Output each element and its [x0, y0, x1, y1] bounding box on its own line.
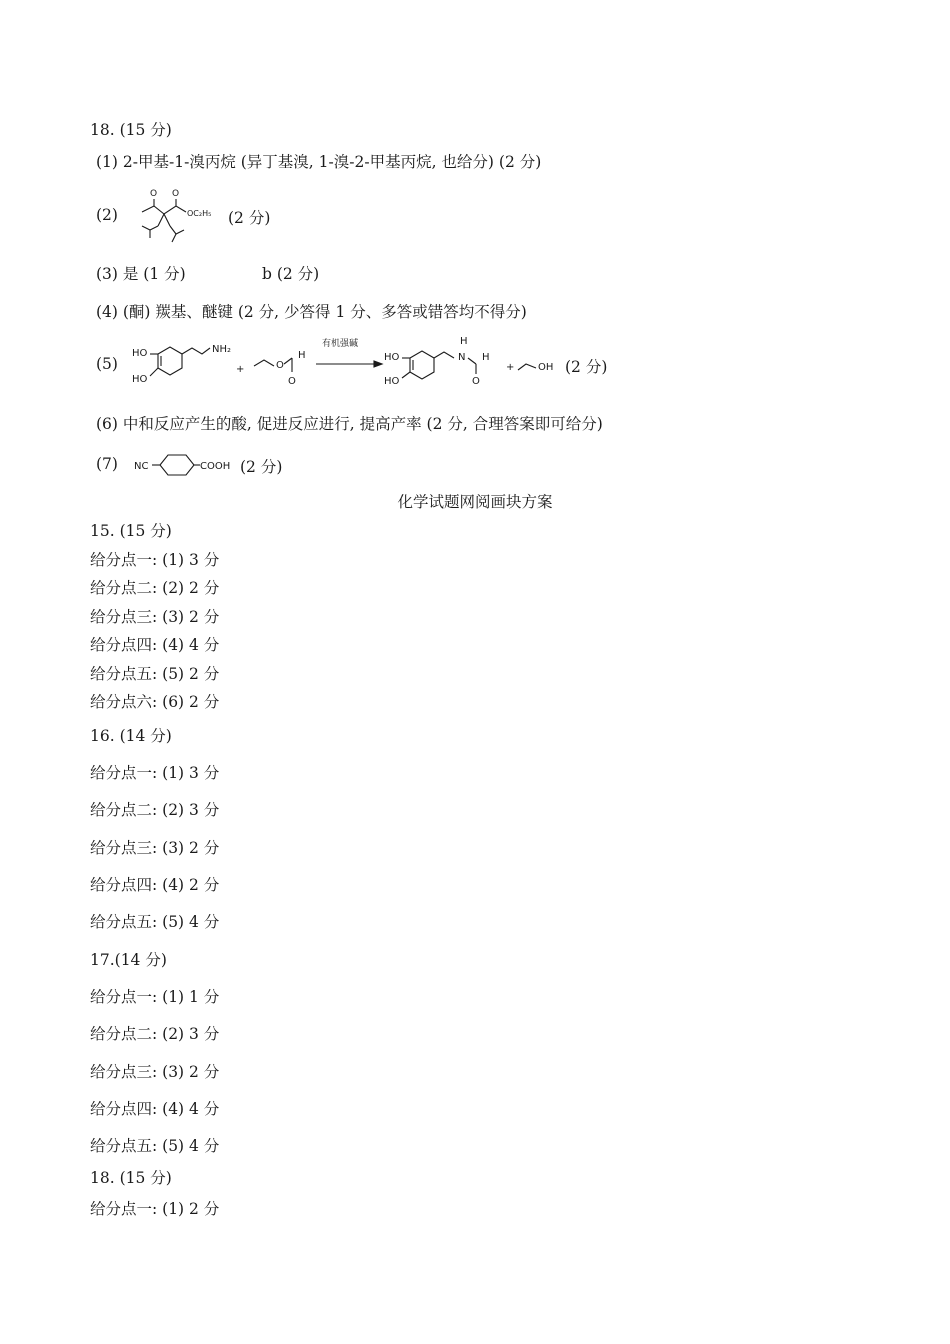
scheme-q15-item: 给分点一: (1) 3 分	[90, 551, 220, 569]
atom-o2: O	[172, 189, 180, 199]
scheme-q17-item: 给分点四: (4) 4 分	[90, 1100, 220, 1118]
formyl-h: H	[298, 350, 306, 361]
structure-2	[128, 186, 218, 244]
answer-1: (1) 2-甲基-1-溴丙烷 (异丁基溴, 1-溴-2-甲基丙烷, 也给分) (2 分)	[96, 153, 542, 171]
scheme-q15-item: 给分点五: (5) 2 分	[90, 665, 220, 683]
answer-5-label: (5)	[96, 355, 118, 373]
scheme-q17-item: 给分点三: (3) 2 分	[90, 1063, 220, 1081]
answer-2-score: (2 分)	[228, 209, 271, 227]
q18-header: 18. (15 分)	[90, 121, 172, 139]
scheme-q17-header: 17.(14 分)	[90, 951, 167, 969]
amide-h: H	[482, 352, 490, 363]
answer-4: (4) (酮) 羰基、醚键 (2 分, 少答得 1 分、多答或错答均不得分)	[96, 303, 527, 321]
answer-3-b: b (2 分)	[262, 265, 320, 283]
scheme-title: 化学试题网阅画块方案	[397, 493, 553, 511]
ho-bottom-product: HO	[384, 376, 400, 387]
reaction-5	[130, 336, 630, 394]
reagent-label: 有机强碱	[322, 339, 359, 349]
scheme-q15-item: 给分点四: (4) 4 分	[90, 636, 220, 654]
benzene-ring-1	[158, 347, 182, 375]
scheme-q16-item: 给分点五: (5) 4 分	[90, 913, 220, 931]
ethanol-oh: OH	[538, 362, 554, 373]
scheme-q16-item: 给分点一: (1) 3 分	[90, 764, 220, 782]
scheme-q15-item: 给分点六: (6) 2 分	[90, 693, 220, 711]
answer-2-label: (2)	[96, 206, 118, 224]
structure-7	[134, 450, 254, 480]
scheme-q15-item: 给分点二: (2) 2 分	[90, 579, 220, 597]
scheme-q16-item: 给分点二: (2) 3 分	[90, 801, 220, 819]
ho-top-product: HO	[384, 352, 400, 363]
plus-1: +	[236, 364, 245, 375]
nc-label: NC	[134, 461, 149, 472]
amide-n: N	[458, 352, 466, 363]
scheme-q17-item: 给分点一: (1) 1 分	[90, 988, 220, 1006]
scheme-q16-item: 给分点四: (4) 2 分	[90, 876, 220, 894]
cyclohexane-ring	[160, 455, 194, 475]
atom-o1: O	[150, 189, 158, 199]
ethoxy-label: OC₂H₅	[187, 209, 212, 218]
plus-2: +	[506, 362, 515, 373]
scheme-q18-item: 给分点一: (1) 2 分	[90, 1200, 220, 1218]
ho-bottom: HO	[132, 374, 148, 385]
scheme-q16-header: 16. (14 分)	[90, 727, 172, 745]
amide-h-top: H	[460, 336, 468, 347]
answer-3-label: (3) 是 (1 分)	[96, 265, 186, 283]
scheme-q15-header: 15. (15 分)	[90, 522, 172, 540]
benzene-ring-2	[410, 351, 434, 379]
answer-6: (6) 中和反应产生的酸, 促进反应进行, 提高产率 (2 分, 合理答案即可给分)	[96, 415, 603, 433]
carbonyl-o: O	[288, 376, 296, 387]
amide-o: O	[472, 376, 480, 387]
cooh-label: COOH	[200, 461, 231, 472]
ho-top: HO	[132, 348, 148, 359]
scheme-q17-item: 给分点五: (5) 4 分	[90, 1137, 220, 1155]
answer-7-label: (7)	[96, 455, 118, 473]
scheme-q17-item: 给分点二: (2) 3 分	[90, 1025, 220, 1043]
nh2-label: NH₂	[212, 344, 232, 355]
scheme-q16-item: 给分点三: (3) 2 分	[90, 839, 220, 857]
answer-7-score: (2 分)	[240, 458, 283, 476]
ester-o: O	[276, 360, 284, 371]
scheme-q18-header: 18. (15 分)	[90, 1169, 172, 1187]
answer-5-score: (2 分)	[565, 358, 608, 376]
scheme-q15-item: 给分点三: (3) 2 分	[90, 608, 220, 626]
